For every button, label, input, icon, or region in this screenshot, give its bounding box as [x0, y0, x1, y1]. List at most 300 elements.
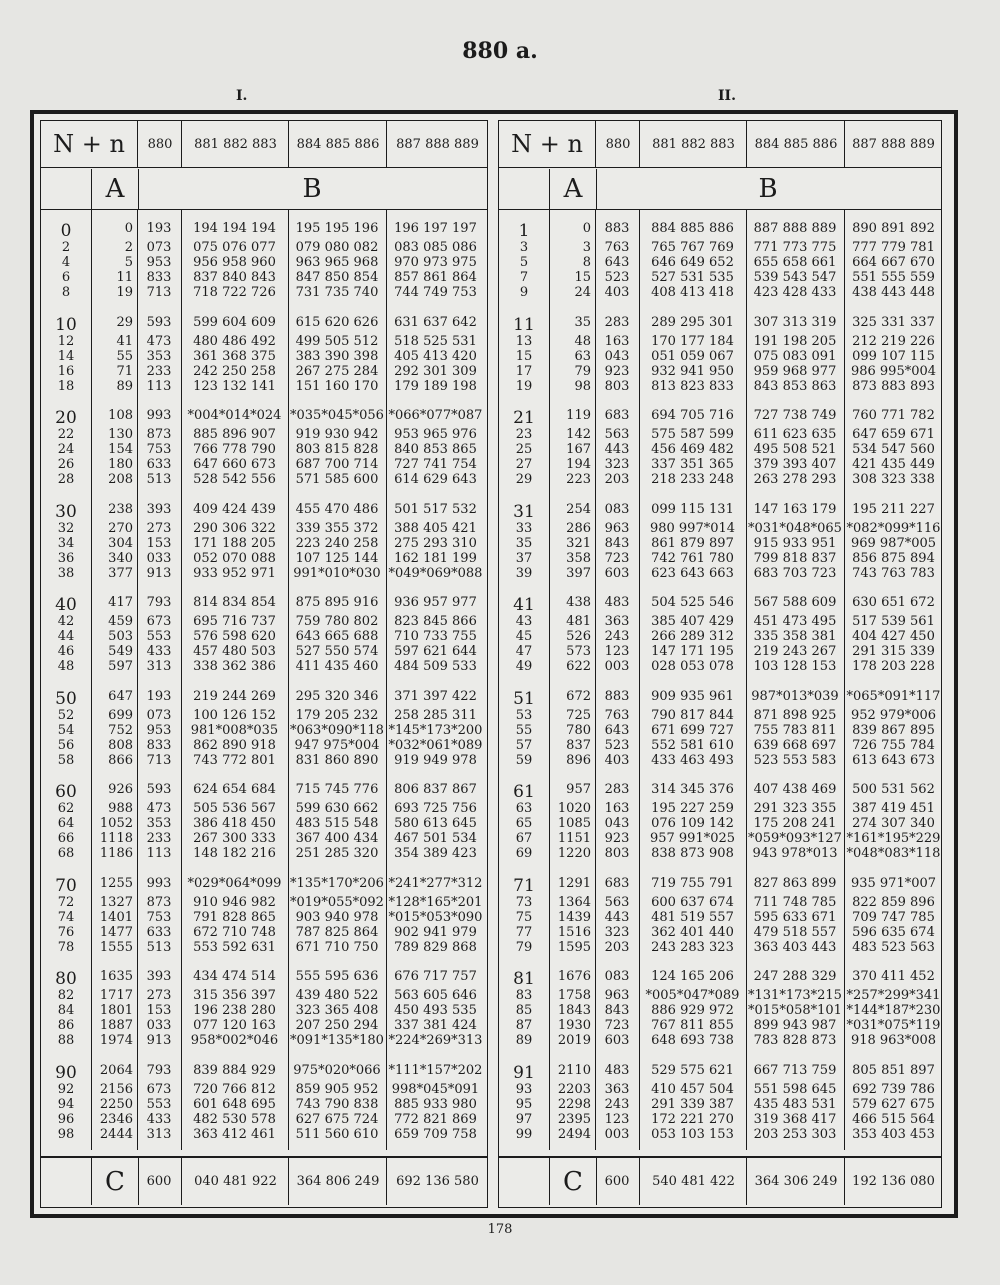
- data-block: [499, 402, 941, 496]
- data-block: [499, 309, 941, 403]
- table-row: [499, 442, 941, 457]
- b-col-0: 313: [146, 1126, 172, 1142]
- n-value: 24: [57, 442, 75, 457]
- b-col-1: 505 536 567: [193, 801, 276, 816]
- b-col-0: 353: [146, 816, 172, 831]
- n-value: 80: [55, 969, 77, 989]
- b-col-2: 615 620 626: [295, 314, 379, 330]
- b-col-1: 314 345 376: [651, 782, 734, 797]
- b-col-3: 337 381 424: [394, 1018, 477, 1033]
- a-value: 957: [566, 782, 591, 797]
- b-col-3: 919 949 978: [394, 752, 477, 768]
- table-row: [41, 940, 487, 955]
- b-col-0: 523: [604, 270, 630, 285]
- b-col-2: 627 675 724: [295, 1111, 379, 1127]
- n-value: 5: [519, 255, 529, 270]
- n-value: 72: [57, 894, 75, 910]
- footer-col-1: 540 481 422: [639, 1158, 747, 1205]
- n-value: 48: [57, 659, 75, 674]
- a-value: 154: [108, 442, 133, 457]
- table-row: [41, 1097, 487, 1112]
- b-col-3: 918 963*008: [850, 1033, 937, 1048]
- a-value: 55: [116, 348, 133, 364]
- b-col-3: 484 509 533: [394, 659, 477, 674]
- a-value: 397: [566, 565, 591, 581]
- b-col-2: 247 288 329: [753, 969, 837, 984]
- data-block: [41, 309, 487, 403]
- n-value: 64: [57, 816, 75, 831]
- table-row: [499, 816, 941, 831]
- a-value: 340: [108, 550, 133, 566]
- b-col-3: 777 779 781: [852, 240, 935, 255]
- b-col-2: 799 818 837: [753, 550, 837, 566]
- b-col-2: 079 080 082: [295, 240, 379, 255]
- table-row: [499, 551, 941, 566]
- b-col-0: 883: [604, 688, 630, 704]
- b-col-0: 473: [146, 801, 172, 816]
- b-col-0: 513: [146, 939, 172, 955]
- table-row: [499, 255, 941, 270]
- b-col-3: 664 667 670: [852, 255, 935, 270]
- table-row: [41, 688, 487, 709]
- b-col-1: 813 823 833: [651, 378, 734, 394]
- b-col-1: 624 654 684: [193, 782, 276, 797]
- n-value: 8: [61, 285, 71, 300]
- table-i: [40, 120, 488, 1208]
- b-col-0: 323: [604, 457, 630, 472]
- table-row: [499, 831, 941, 846]
- table-row: [499, 629, 941, 644]
- b-col-0: 513: [146, 472, 172, 487]
- footer-row: [499, 1156, 941, 1205]
- n-value: 32: [57, 520, 75, 536]
- b-col-3: 902 941 979: [394, 924, 477, 940]
- column-rule: [746, 209, 747, 1150]
- b-col-3: 631 637 642: [394, 314, 477, 330]
- a-value: 1717: [99, 988, 133, 1003]
- n-value: 93: [515, 1081, 533, 1097]
- b-col-1: 885 896 907: [193, 427, 276, 442]
- a-value: 549: [108, 644, 133, 659]
- b-col-0: 043: [604, 816, 630, 831]
- a-value: 1555: [99, 939, 133, 955]
- table-row: [499, 285, 941, 300]
- n-value: 73: [515, 894, 533, 910]
- b-col-2: 887 888 889: [753, 221, 837, 236]
- b-col-1: 052 070 088: [193, 550, 276, 566]
- table-row: [41, 442, 487, 457]
- a-value: 1801: [99, 1003, 133, 1018]
- a-value: 1887: [99, 1018, 133, 1033]
- n-value: 31: [513, 501, 535, 522]
- a-value: 647: [108, 688, 133, 704]
- n-value: 54: [57, 722, 75, 738]
- b-col-2: 915 933 951: [753, 535, 837, 551]
- b-col-1: 481 519 557: [651, 909, 734, 925]
- n-value: 68: [57, 846, 75, 861]
- b-col-0: 843: [604, 1003, 630, 1018]
- table-ii: [498, 120, 942, 1208]
- b-col-0: 283: [604, 314, 630, 330]
- a-value: 2346: [99, 1111, 133, 1127]
- b-col-3: 404 427 450: [852, 629, 935, 644]
- subheader-row: [41, 169, 487, 210]
- column-rule: [386, 209, 387, 1150]
- b-col-1: 933 952 971: [193, 565, 276, 581]
- a-value: 194: [566, 457, 591, 472]
- table-row: [499, 925, 941, 940]
- b-col-1: 433 463 493: [651, 752, 734, 768]
- b-col-2: 599 630 662: [295, 801, 379, 816]
- b-col-3: 692 739 786: [852, 1081, 935, 1097]
- b-col-2: 339 355 372: [295, 520, 379, 536]
- table-row: [41, 801, 487, 816]
- b-col-1: 601 648 695: [193, 1096, 276, 1112]
- b-col-3: 551 555 559: [852, 270, 935, 285]
- b-col-0: 073: [146, 240, 172, 255]
- b-col-2: 219 243 267: [753, 644, 837, 659]
- b-col-3: *128*165*201: [388, 894, 483, 910]
- table-row: [499, 334, 941, 349]
- b-col-2: 595 633 671: [753, 909, 837, 925]
- b-col-1: 981*008*035: [190, 722, 279, 738]
- b-col-0: 643: [604, 255, 630, 270]
- a-value: 24: [574, 285, 591, 300]
- n-value: 78: [57, 939, 75, 955]
- b-col-3: 466 515 564: [852, 1111, 935, 1127]
- data-block: [499, 496, 941, 590]
- a-value: 119: [566, 408, 591, 423]
- b-col-3: 935 971*007: [850, 875, 937, 891]
- b-col-0: 033: [146, 1018, 172, 1033]
- a-value: 2250: [99, 1096, 133, 1112]
- b-col-3: *065*091*117: [846, 688, 941, 704]
- data-block: [41, 215, 487, 309]
- n-value: 92: [57, 1081, 75, 1097]
- b-col-0: 563: [604, 427, 630, 442]
- b-col-2: 335 358 381: [753, 629, 837, 644]
- b-col-1: 170 177 184: [651, 333, 734, 349]
- b-col-0: 803: [604, 378, 630, 394]
- b-col-2: *019*055*092: [290, 894, 384, 910]
- b-col-1: 291 339 387: [651, 1096, 734, 1112]
- b-col-3: 405 413 420: [394, 348, 477, 364]
- footer-c: C: [549, 1158, 597, 1205]
- b-col-0: 163: [604, 801, 630, 816]
- data-block: [41, 963, 487, 1057]
- table-row: [41, 816, 487, 831]
- table-frame: [30, 110, 958, 1218]
- b-col-2: 727 738 749: [753, 408, 837, 423]
- n-value: 20: [55, 408, 77, 428]
- n-value: 22: [57, 427, 75, 442]
- column-rule: [288, 209, 289, 1150]
- a-value: 808: [108, 737, 133, 753]
- a-value: 672: [566, 688, 591, 704]
- table-row: [41, 408, 487, 428]
- footer-col-3: 192 136 080: [844, 1158, 942, 1205]
- n-value: 6: [61, 270, 71, 285]
- b-col-3: 630 651 672: [852, 595, 935, 610]
- table-row: [499, 1082, 941, 1097]
- data-block: [41, 776, 487, 870]
- b-col-1: 767 811 855: [651, 1018, 734, 1033]
- b-col-1: 910 946 982: [193, 894, 276, 910]
- n-value: 36: [57, 550, 75, 566]
- n-value: 29: [515, 472, 533, 487]
- b-col-2: 499 505 512: [295, 333, 379, 349]
- b-col-2: 859 905 952: [295, 1081, 379, 1097]
- n-value: 21: [513, 408, 535, 428]
- b-col-0: 553: [146, 1096, 172, 1112]
- n-value: 61: [513, 782, 535, 802]
- table-row: [499, 910, 941, 925]
- data-block: [41, 589, 487, 683]
- b-col-0: 913: [146, 565, 172, 581]
- b-col-0: 403: [604, 752, 630, 768]
- b-col-0: 243: [604, 629, 630, 644]
- b-col-2: 783 828 873: [753, 1033, 837, 1048]
- b-col-3: 597 621 644: [394, 644, 477, 659]
- b-col-3: 500 531 562: [852, 782, 935, 797]
- b-col-3: 162 181 199: [394, 550, 477, 566]
- a-value: 926: [108, 782, 133, 797]
- b-col-3: 710 733 755: [394, 629, 477, 644]
- n-value: 13: [515, 333, 533, 349]
- table-row: [499, 221, 941, 241]
- n-value: 18: [57, 378, 75, 394]
- n-value: 28: [57, 472, 75, 487]
- b-col-1: 648 693 738: [651, 1033, 734, 1048]
- a-value: 526: [566, 629, 591, 644]
- n-value: 37: [515, 550, 533, 566]
- b-col-3: 563 605 646: [394, 988, 477, 1003]
- b-col-3: 501 517 532: [394, 501, 477, 517]
- table-row: [499, 659, 941, 674]
- b-col-3: 178 203 228: [852, 659, 935, 674]
- n-value: 23: [515, 427, 533, 442]
- b-col-1: 337 351 365: [651, 457, 734, 472]
- subheader-b: B: [302, 174, 322, 204]
- n-value: 98: [57, 1126, 75, 1142]
- b-col-2: 263 278 293: [753, 472, 837, 487]
- a-value: 3: [582, 240, 591, 255]
- n-value: 57: [515, 737, 533, 753]
- n-value: 19: [515, 378, 533, 394]
- a-value: 63: [574, 348, 591, 364]
- b-col-1: 148 182 216: [193, 846, 276, 861]
- b-col-0: 683: [604, 408, 630, 423]
- b-col-2: 455 470 486: [295, 501, 379, 517]
- table-row: [41, 708, 487, 723]
- a-value: 180: [108, 457, 133, 472]
- b-col-0: 123: [604, 1111, 630, 1127]
- b-col-0: 603: [604, 565, 630, 581]
- b-col-3: 438 443 448: [852, 285, 935, 300]
- b-col-0: 633: [146, 457, 172, 472]
- n-value: 49: [515, 659, 533, 674]
- a-value: 79: [574, 363, 591, 379]
- b-col-1: 791 828 865: [193, 909, 276, 925]
- b-col-2: 307 313 319: [753, 314, 837, 330]
- b-col-2: 191 198 205: [753, 333, 837, 349]
- a-value: 29: [116, 314, 133, 330]
- b-col-1: *005*047*089: [645, 988, 740, 1003]
- a-value: 238: [108, 501, 133, 517]
- b-col-0: 123: [604, 644, 630, 659]
- b-col-3: 518 525 531: [394, 333, 477, 349]
- b-col-3: 760 771 782: [852, 408, 935, 423]
- b-col-2: 639 668 697: [753, 737, 837, 753]
- n-value: 66: [57, 831, 75, 846]
- table-row: [41, 364, 487, 379]
- b-col-1: 862 890 918: [193, 737, 276, 753]
- table-row: [499, 708, 941, 723]
- n-value: 53: [515, 707, 533, 723]
- b-col-0: 643: [604, 722, 630, 738]
- b-col-1: 289 295 301: [651, 314, 734, 330]
- b-col-1: 646 649 652: [651, 255, 734, 270]
- b-col-2: 755 783 811: [753, 722, 837, 738]
- b-col-1: 623 643 663: [651, 565, 734, 581]
- b-col-3: *145*173*200: [388, 722, 483, 738]
- b-col-2: 295 320 346: [295, 688, 379, 704]
- b-col-3: 822 859 896: [852, 894, 935, 910]
- b-col-2: 451 473 495: [753, 614, 837, 629]
- b-col-2: 267 275 284: [295, 363, 379, 379]
- b-col-3: 325 331 337: [852, 314, 935, 330]
- b-col-3: 676 717 757: [394, 969, 477, 984]
- b-col-1: 672 710 748: [193, 924, 276, 940]
- b-col-0: 963: [604, 520, 630, 536]
- table-row: [499, 566, 941, 581]
- b-col-2: 687 700 714: [295, 457, 379, 472]
- b-col-1: 528 542 556: [193, 472, 276, 487]
- table-row: [41, 457, 487, 472]
- b-col-1: 124 165 206: [651, 969, 734, 984]
- b-col-0: 193: [146, 688, 172, 704]
- a-value: 1758: [557, 988, 591, 1003]
- b-col-2: 943 978*013: [752, 846, 838, 861]
- a-value: 108: [108, 408, 133, 423]
- table-row: [499, 801, 941, 816]
- b-col-1: 765 767 769: [651, 240, 734, 255]
- b-col-1: 172 221 270: [651, 1111, 734, 1127]
- a-value: 2298: [557, 1096, 591, 1112]
- b-col-0: 073: [146, 707, 172, 723]
- n-value: 1: [518, 221, 530, 241]
- a-value: 2203: [557, 1081, 591, 1097]
- b-col-2: 771 773 775: [753, 240, 837, 255]
- n-value: 17: [515, 363, 533, 379]
- a-value: 8: [582, 255, 591, 270]
- b-col-3: 856 875 894: [852, 550, 935, 566]
- b-col-0: 603: [604, 1033, 630, 1048]
- table-label-ii: II.: [718, 88, 736, 104]
- b-col-0: 833: [146, 737, 172, 753]
- b-col-0: 363: [604, 1081, 630, 1097]
- b-col-1: 575 587 599: [651, 427, 734, 442]
- b-col-1: 338 362 386: [193, 659, 276, 674]
- a-value: 15: [574, 270, 591, 285]
- b-col-1: 742 761 780: [651, 550, 734, 566]
- a-value: 481: [566, 614, 591, 629]
- a-value: 1843: [557, 1003, 591, 1018]
- column-rule: [549, 209, 550, 1150]
- n-value: 12: [57, 333, 75, 349]
- b-col-2: 903 940 978: [295, 909, 379, 925]
- b-col-1: 219 244 269: [193, 688, 276, 704]
- b-col-3: 952 979*006: [850, 707, 937, 723]
- b-col-2: 179 205 232: [295, 707, 379, 723]
- n-value: 27: [515, 457, 533, 472]
- b-col-0: 113: [146, 378, 172, 394]
- b-col-2: *135*170*206: [290, 875, 384, 891]
- table-row: [41, 1112, 487, 1127]
- b-col-1: 196 238 280: [193, 1003, 276, 1018]
- b-col-2: 847 850 854: [295, 270, 379, 285]
- table-row: [499, 1003, 941, 1018]
- a-value: 1516: [557, 924, 591, 940]
- n-value: 14: [57, 348, 75, 364]
- table-row: [499, 270, 941, 285]
- b-col-0: 923: [604, 831, 630, 846]
- a-value: 780: [566, 722, 591, 738]
- a-value: 503: [108, 629, 133, 644]
- b-col-1: 718 722 726: [193, 285, 276, 300]
- b-col-3: *049*069*088: [388, 565, 483, 581]
- b-col-1: 123 132 141: [193, 378, 276, 394]
- n-value: 42: [57, 614, 75, 629]
- table-row: [41, 1003, 487, 1018]
- b-col-1: 909 935 961: [651, 688, 734, 704]
- a-value: 1085: [557, 816, 591, 831]
- header-n-plus-n: N + n: [53, 130, 125, 158]
- b-col-0: 793: [146, 1062, 172, 1078]
- a-value: 286: [566, 520, 591, 536]
- a-value: 1151: [557, 831, 591, 846]
- b-col-0: 153: [146, 1003, 172, 1018]
- a-value: 988: [108, 801, 133, 816]
- column-rule: [181, 209, 182, 1150]
- b-col-2: 107 125 144: [295, 550, 379, 566]
- b-col-1: 766 778 790: [193, 442, 276, 457]
- b-col-2: 959 968 977: [753, 363, 837, 379]
- b-col-1: 743 772 801: [193, 752, 276, 768]
- table-row: [41, 925, 487, 940]
- n-value: 87: [515, 1018, 533, 1033]
- table-row: [41, 566, 487, 581]
- b-col-0: 083: [604, 969, 630, 984]
- b-col-0: 163: [604, 333, 630, 349]
- a-value: 11: [116, 270, 133, 285]
- table-row: [41, 831, 487, 846]
- a-value: 1364: [557, 894, 591, 910]
- b-col-0: 403: [604, 285, 630, 300]
- b-col-0: 033: [146, 550, 172, 566]
- b-col-2: 551 598 645: [753, 1081, 837, 1097]
- column-rule: [639, 209, 640, 1150]
- a-value: 459: [108, 614, 133, 629]
- b-col-2: 195 195 196: [295, 221, 379, 236]
- b-col-3: 839 867 895: [852, 722, 935, 738]
- b-col-3: 258 285 311: [394, 707, 477, 723]
- b-col-2: 251 285 320: [295, 846, 379, 861]
- a-value: 837: [566, 737, 591, 753]
- table-row: [41, 595, 487, 615]
- a-value: 2156: [99, 1081, 133, 1097]
- b-col-1: 884 885 886: [651, 221, 734, 236]
